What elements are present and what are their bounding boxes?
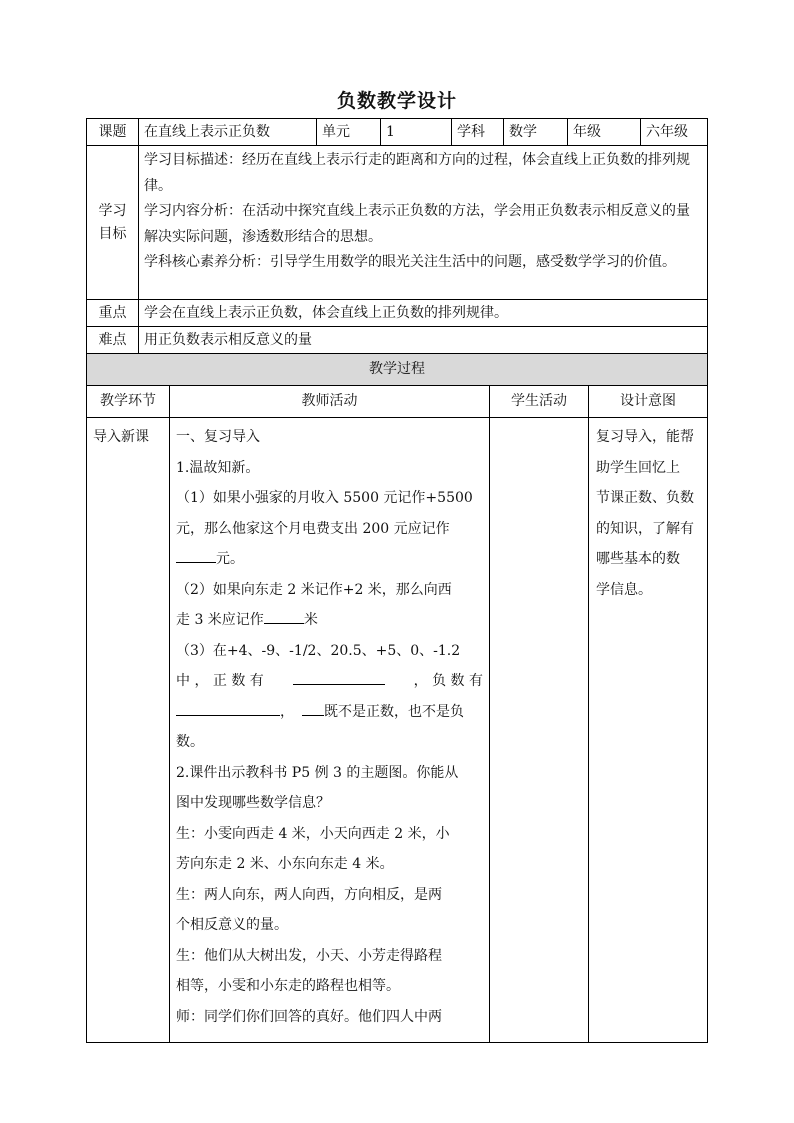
stage-label: 导入新课: [93, 429, 149, 445]
intent-line: 节课正数、负数: [596, 490, 694, 506]
teacher-line: （3）在+4、-9、-1/2、20.5、+5、0、-1.2: [176, 642, 461, 659]
stage-cell: [86, 417, 170, 1043]
teacher-line: 元，那么他家这个月电费支出 200 元应记作: [176, 520, 450, 537]
teacher-line-text: 米: [303, 612, 318, 628]
teacher-line: 图中发现哪些数学信息？: [176, 795, 330, 811]
intent-line: 复习导入，能帮: [596, 429, 694, 445]
teacher-activity: [169, 417, 490, 1043]
column-student: 学生活动: [489, 385, 589, 418]
column-teacher: 教师活动: [169, 385, 490, 418]
intent-line: 学信息。: [596, 581, 652, 598]
intent-line: 的知识，了解有: [596, 520, 694, 537]
teacher-line: 生：他们从大树出发，小天、小芳走得路程: [176, 947, 442, 964]
intent-line: 助学生回忆上: [596, 459, 680, 476]
teacher-line: 芳向东走 2 米、小东向东走 4 米。: [176, 856, 394, 872]
process-title: 教学过程: [86, 353, 708, 386]
teacher-line: 1.温故知新。: [176, 459, 260, 476]
student-activity: [489, 417, 589, 1043]
key-point-text: 学会在直线上表示正负数，体会直线上正负数的排列规律。: [138, 299, 708, 327]
column-stage: 教学环节: [86, 385, 170, 418]
subject-value: 数学: [503, 118, 568, 146]
difficulty-text: 用正负数表示相反意义的量: [138, 326, 708, 354]
teacher-line: （1）如果小强家的月收入 5500 元记作+5500: [176, 490, 473, 506]
answer-blank: [176, 701, 280, 716]
grade-label: 年级: [567, 118, 641, 146]
goals-content: [138, 145, 708, 300]
difficulty-label: 难点: [86, 326, 139, 354]
answer-blank: [176, 548, 216, 563]
teacher-line: 生：两人向东，两人向西，方向相反，是两: [176, 886, 442, 903]
teacher-line: 一、复习导入: [176, 429, 260, 445]
teacher-line: [176, 544, 483, 575]
goals-label-line1: 学习: [98, 202, 127, 219]
teacher-line: 数。: [176, 734, 204, 750]
grade-value: 六年级: [640, 118, 708, 146]
teacher-line: 2.课件出示教科书 P5 例 3 的主题图。你能从: [176, 764, 459, 781]
goal-description: 学习目标描述：经历在直线上表示行走的距离和方向的过程，体会直线上正负数的排列规律。: [144, 152, 690, 194]
teacher-line: 师：同学们你们回答的真好。他们四人中两: [176, 1008, 442, 1025]
teacher-line-text: 既不是正数，也不是负: [324, 703, 464, 720]
topic-value: 在直线上表示正负数: [138, 118, 317, 146]
teacher-line: 个相反意义的量。: [176, 917, 288, 933]
goals-label-line2: 目标: [98, 225, 127, 242]
answer-blank: [302, 701, 324, 716]
teacher-line-text: 走 3 米应记作: [176, 612, 264, 628]
column-intent: 设计意图: [588, 385, 708, 418]
design-intent: [588, 417, 708, 1043]
teacher-line: 生：小雯向西走 4 米，小天向西走 2 米，小: [176, 825, 450, 842]
answer-blank: [293, 670, 385, 685]
goals-label: [86, 145, 139, 300]
teacher-line: （2）如果向东走 2 米记作+2 米，那么向西: [176, 581, 452, 598]
key-point-label: 重点: [86, 299, 139, 327]
answer-blank: [264, 609, 304, 624]
unit-value: 1: [380, 118, 452, 146]
teacher-line-text: 中 ， 正 数 有: [176, 673, 264, 689]
goal-core-literacy: 学科核心素养分析：引导学生用数学的眼光关注生活中的问题，感受数学学习的价值。: [144, 254, 676, 270]
teacher-line: [176, 666, 483, 697]
teacher-line-text: ， 负 数 有: [413, 673, 483, 689]
teacher-line: 相等，小雯和小东走的路程也相等。: [176, 978, 400, 994]
teacher-line-text: 元。: [216, 551, 244, 567]
intent-line: 哪些基本的数: [596, 551, 680, 567]
unit-label: 单元: [316, 118, 381, 146]
topic-label: 课题: [86, 118, 139, 146]
teacher-line-text: ，: [280, 703, 294, 720]
subject-label: 学科: [451, 118, 504, 146]
document-title: 负数教学设计: [336, 90, 457, 112]
teacher-line: [176, 697, 483, 728]
teacher-line: [176, 605, 483, 636]
goal-content-analysis: 学习内容分析：在活动中探究直线上表示正负数的方法，学会用正负数表示相反意义的量解决实际问题，渗透数形结合的思想。: [144, 203, 690, 245]
